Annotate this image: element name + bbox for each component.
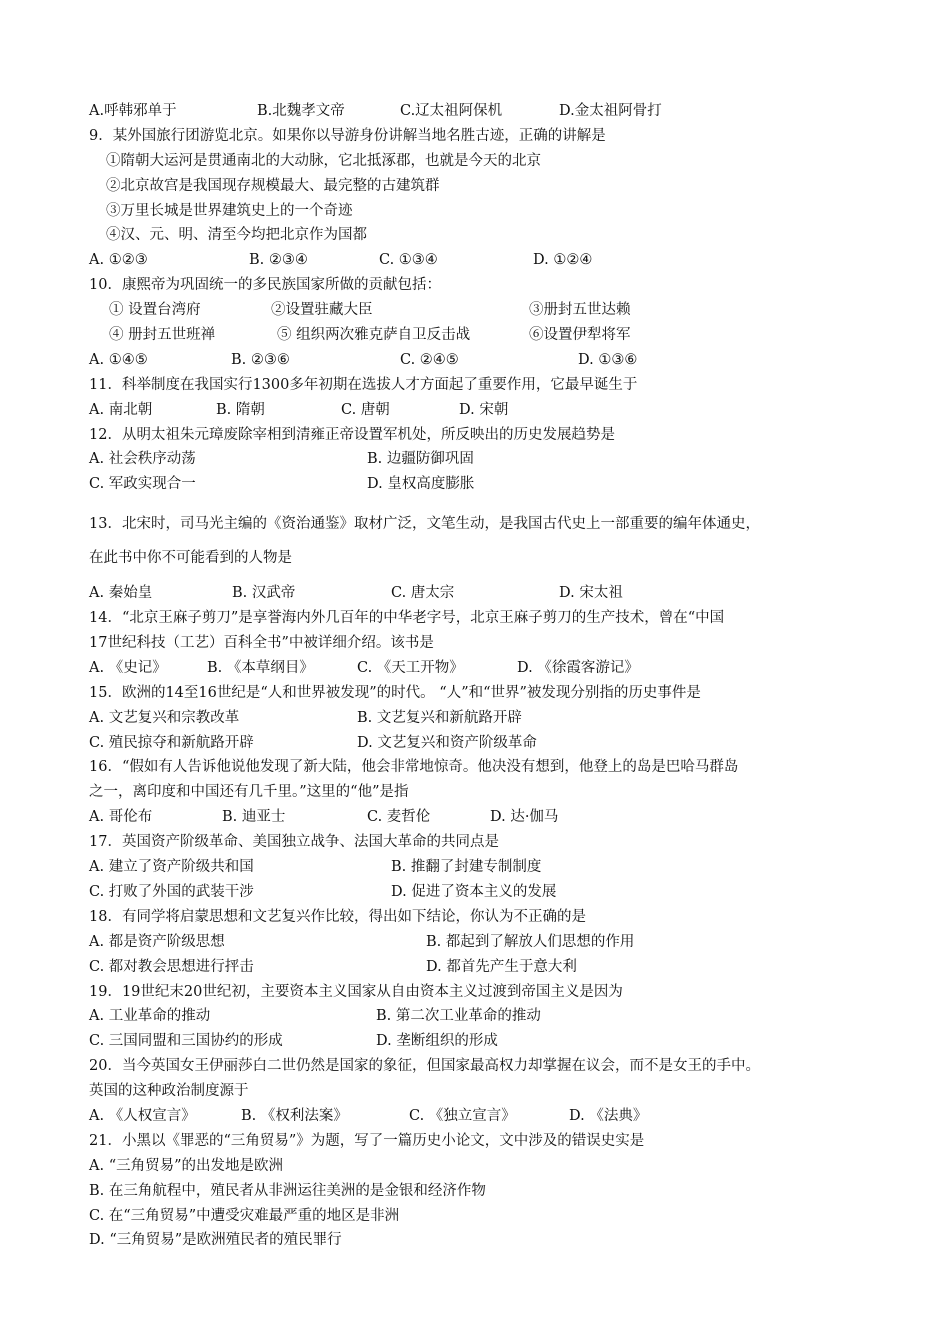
q12-option-c: C. 军政实现合一 — [89, 476, 196, 493]
q14-option-b: B. 《本草纲目》 — [207, 659, 314, 676]
q14-stem-line-1: 14．“北京王麻子剪刀”是享誉海内外几百年的中华老字号，北京王麻子剪刀的生产技术，曾在“中国 — [89, 610, 725, 627]
q17-option-a: A. 建立了资产阶级共和国 — [89, 859, 254, 876]
q12-stem: 12．从明太祖朱元璋废除宰相到清雍正帝设置军机处，所反映出的历史发展趋势是 — [89, 426, 615, 443]
q12-option-d: D. 皇权高度膨胀 — [367, 476, 475, 493]
q19-option-d: D. 垄断组织的形成 — [376, 1033, 498, 1050]
q20-options — [89, 1104, 869, 1129]
q10-items-row-2 — [89, 323, 869, 348]
q15-options-row-2 — [89, 731, 869, 756]
q10-stem: 10．康熙帝为巩固统一的多民族国家所做的贡献包括： — [89, 277, 441, 294]
q17-option-b: B. 推翻了封建专制制度 — [391, 859, 542, 876]
q10-option-d: D. ①③⑥ — [578, 351, 638, 368]
q18-option-c: C. 都对教会思想进行抨击 — [89, 958, 254, 975]
q19-options-row-1 — [89, 1004, 869, 1029]
q11-option-d: D. 宋朝 — [459, 401, 509, 418]
q20-option-c: C. 《独立宣言》 — [409, 1107, 516, 1124]
q13-stem-line-2: 在此书中你不可能看到的人物是 — [89, 550, 292, 567]
q20-stem-line-2: 英国的这种政治制度源于 — [89, 1083, 249, 1100]
q15-option-b: B. 文艺复兴和新航路开辟 — [357, 709, 522, 726]
q16-stem-line-1: 16．“假如有人告诉他说他发现了新大陆，他会非常地惊奇。他决没有想到，他登上的岛是巴哈马群岛 — [89, 759, 739, 776]
q10-item-3: ③册封五世达赖 — [529, 302, 631, 319]
q8-option-a: A.呼韩邪单于 — [89, 103, 177, 119]
q13-option-a: A. 秦始皇 — [89, 585, 153, 602]
q20-option-d: D. 《法典》 — [569, 1107, 648, 1124]
q12-options-row-2 — [89, 472, 869, 497]
q18-options-row-1 — [89, 930, 869, 955]
q11-stem: 11．科举制度在我国实行1300多年初期在选拔人才方面起了重要作用，它最早诞生于 — [89, 376, 638, 393]
q16-options — [89, 805, 869, 830]
q13-stem-line-1: 13．北宋时，司马光主编的《资治通鉴》取材广泛，文笔生动，是我国古代史上一部重要的编年体通史， — [89, 516, 760, 533]
q19-option-a: A. 工业革命的推动 — [89, 1008, 211, 1025]
q14-option-a: A. 《史记》 — [89, 659, 167, 676]
q8-option-c: C.辽太祖阿保机 — [400, 103, 503, 119]
q9-option-c: C. ①③④ — [379, 252, 438, 269]
q19-stem: 19．19世纪末20世纪初，主要资本主义国家从自由资本主义过渡到帝国主义是因为 — [89, 983, 623, 1000]
q12-option-a: A. 社会秩序动荡 — [89, 451, 196, 468]
q10-item-6: ⑥设置伊犁将军 — [529, 327, 631, 344]
q10-item-1: ① 设置台湾府 — [109, 302, 201, 319]
q13-option-b: B. 汉武帝 — [232, 585, 296, 602]
q13-option-d: D. 宋太祖 — [559, 585, 623, 602]
q14-stem-line-2: 17世纪科技（工艺）百科全书”中被详细介绍。该书是 — [89, 635, 434, 652]
q9-stem: 9．某外国旅行团游览北京。如果你以导游身份讲解当地名胜古迹，正确的讲解是 — [89, 127, 606, 144]
q20-option-a: A. 《人权宣言》 — [89, 1107, 196, 1124]
q9-item-3: ③万里长城是世界建筑史上的一个奇迹 — [106, 202, 353, 219]
q15-option-a: A. 文艺复兴和宗教改革 — [89, 709, 240, 726]
q11-option-b: B. 隋朝 — [216, 401, 265, 418]
q12-options-row-1 — [89, 447, 869, 472]
q14-option-d: D. 《徐霞客游记》 — [517, 659, 639, 676]
q8-options — [89, 99, 869, 124]
q17-option-d: D. 促进了资本主义的发展 — [391, 883, 557, 900]
q10-item-2: ②设置驻藏大臣 — [271, 302, 373, 319]
q11-options — [89, 398, 869, 423]
q12-option-b: B. 边疆防御巩固 — [367, 451, 474, 468]
q10-item-5: ⑤ 组织两次雅克萨自卫反击战 — [277, 327, 471, 344]
q10-option-a: A. ①④⑤ — [89, 351, 148, 368]
q20-stem-line-1: 20．当今英国女王伊丽莎白二世仍然是国家的象征，但国家最高权力却掌握在议会，而不是女王的手中。 — [89, 1058, 760, 1075]
q17-options-row-2 — [89, 880, 869, 905]
q21-option-d: D. “三角贸易”是欧洲殖民者的殖民罪行 — [89, 1232, 342, 1249]
q21-option-c: C. 在“三角贸易”中遭受灾难最严重的地区是非洲 — [89, 1207, 400, 1224]
q13-option-c: C. 唐太宗 — [391, 585, 455, 602]
q19-option-c: C. 三国同盟和三国协约的形成 — [89, 1033, 283, 1050]
q14-options — [89, 656, 869, 681]
q15-stem: 15．欧洲的14至16世纪是“人和世界被发现”的时代。 “人”和“世界”被发现分别指的历史事件是 — [89, 684, 701, 701]
q11-option-a: A. 南北朝 — [89, 401, 153, 418]
q9-option-b: B. ②③④ — [249, 252, 308, 269]
q9-options — [89, 248, 869, 273]
q18-option-a: A. 都是资产阶级思想 — [89, 933, 225, 950]
q13-options — [89, 581, 869, 606]
q14-option-c: C. 《天工开物》 — [357, 659, 464, 676]
q15-option-d: D. 文艺复兴和资产阶级革命 — [357, 734, 537, 751]
q9-option-d: D. ①②④ — [533, 252, 593, 269]
q10-option-c: C. ②④⑤ — [400, 351, 459, 368]
q21-stem: 21．小黑以《罪恶的“三角贸易”》为题，写了一篇历史小论文，文中涉及的错误史实是 — [89, 1132, 645, 1149]
q19-options-row-2 — [89, 1029, 869, 1054]
q9-item-4: ④汉、元、明、清至今均把北京作为国都 — [106, 227, 367, 244]
q9-item-1: ①隋朝大运河是贯通南北的大动脉，它北抵涿郡，也就是今天的北京 — [106, 152, 541, 169]
q16-option-a: A. 哥伦布 — [89, 809, 153, 826]
q17-option-c: C. 打败了外国的武装干涉 — [89, 883, 254, 900]
q18-options-row-2 — [89, 955, 869, 980]
q15-options-row-1 — [89, 706, 869, 731]
q16-option-c: C. 麦哲伦 — [367, 809, 431, 826]
q18-option-b: B. 都起到了解放人们思想的作用 — [426, 933, 635, 950]
q16-option-d: D. 达·伽马 — [490, 809, 559, 826]
q21-option-b: B. 在三角航程中，殖民者从非洲运往美洲的是金银和经济作物 — [89, 1182, 486, 1199]
q18-stem: 18．有同学将启蒙思想和文艺复兴作比较，得出如下结论，你认为不正确的是 — [89, 908, 586, 925]
q10-option-b: B. ②③⑥ — [231, 351, 290, 368]
question-list — [89, 99, 869, 1253]
q8-option-b: B.北魏孝文帝 — [257, 103, 345, 119]
q17-stem: 17．英国资产阶级革命、美国独立战争、法国大革命的共同点是 — [89, 834, 499, 851]
q18-option-d: D. 都首先产生于意大利 — [426, 958, 577, 975]
q9-item-2: ②北京故宫是我国现存规模最大、最完整的古建筑群 — [106, 177, 440, 194]
q11-option-c: C. 唐朝 — [341, 401, 390, 418]
q10-items-row-1 — [89, 298, 869, 323]
q16-stem-line-2: 之一，离印度和中国还有几千里。”这里的“他”是指 — [89, 784, 409, 801]
q16-option-b: B. 迪亚士 — [222, 809, 286, 826]
q21-option-a: A. “三角贸易”的出发地是欧洲 — [89, 1157, 284, 1174]
q19-option-b: B. 第二次工业革命的推动 — [376, 1008, 541, 1025]
q9-option-a: A. ①②③ — [89, 252, 148, 269]
q8-option-d: D.金太祖阿骨打 — [559, 103, 662, 119]
q17-options-row-1 — [89, 855, 869, 880]
q10-options — [89, 348, 869, 373]
q15-option-c: C. 殖民掠夺和新航路开辟 — [89, 734, 254, 751]
q20-option-b: B. 《权利法案》 — [241, 1107, 348, 1124]
q10-item-4: ④ 册封五世班禅 — [109, 327, 216, 344]
